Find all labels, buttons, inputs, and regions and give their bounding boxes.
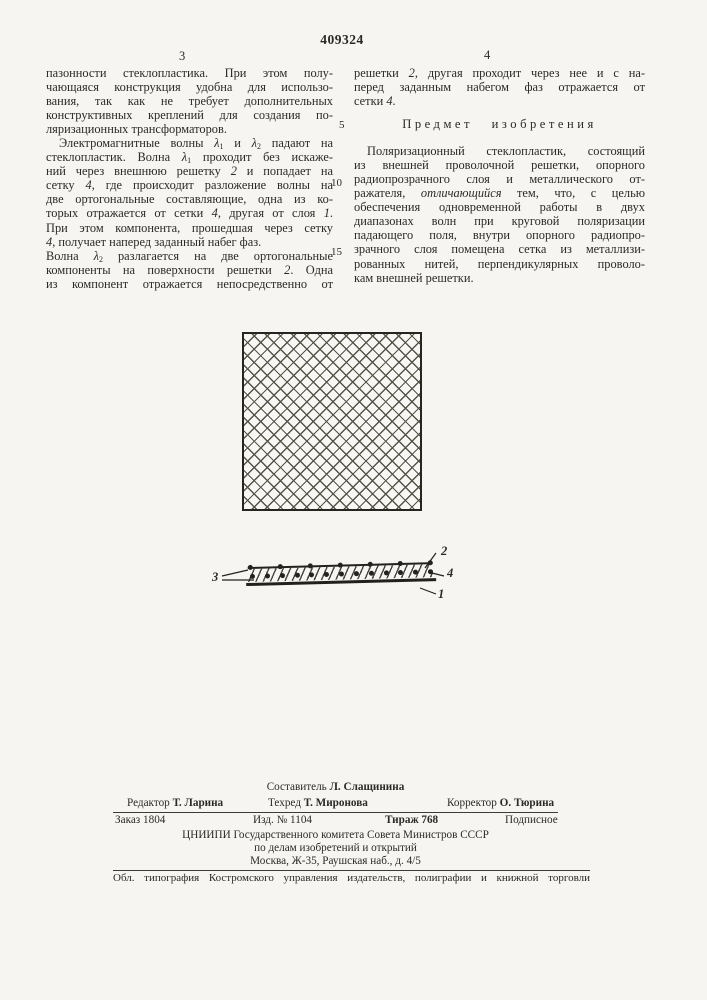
text-line: кам внешней решетки. [354, 270, 474, 285]
leader-from-wires-upper [222, 570, 248, 576]
text-line: ляризационных трансформаторов. [46, 122, 227, 137]
margin-line-number-15: 15 [331, 246, 342, 258]
text-line: компоненты на поверхности решетки 2. Одна [46, 262, 333, 277]
text-line: падающего поля, внутри опорного радиопро- [354, 228, 645, 243]
text-line: ний через внешнюю решетку 2 и попадает на [46, 164, 333, 179]
text-line: ражателя, отличающийся тем, что, с целью [354, 186, 645, 201]
text-line: из компонент отражается непосредственно от [46, 276, 333, 291]
publisher-line-1: ЦНИИПИ Государственного комитета Совета Министров СССР [182, 829, 489, 841]
publisher-line-2: по делам изобретений и открытий [254, 841, 417, 854]
figure-crosshatch-panel [242, 332, 422, 511]
figure-leader-lines [205, 540, 455, 600]
order-number: Заказ 1804 [115, 814, 166, 826]
figure-label-outer-grid: 2 [441, 544, 448, 558]
right-column-paragraph-1 [354, 66, 645, 108]
imprint-divider-top [113, 812, 558, 813]
text-line: зрачного слоя помещена сетка из металлизи- [354, 242, 645, 257]
text-line: рованных нитей, перпендикулярных проволо- [354, 256, 645, 271]
page-number-right: 4 [484, 48, 491, 62]
publisher-block [113, 829, 558, 867]
text-line: стеклопластик. Волна $\lambda_1$ проходит без искаже- [46, 150, 333, 165]
imprint-block [113, 781, 590, 885]
edition-number: Изд. № 1104 [253, 814, 313, 826]
techred-credit: Техред Т. Миронова [268, 797, 368, 809]
leader-to-inner-mesh [432, 573, 444, 576]
editor-credit: Редактор Т. Ларина [127, 797, 224, 809]
text-line: 4, получает наперед заданный набег фаз. [46, 234, 262, 249]
text-line: диапазонах волн при круговой поляризации [354, 214, 645, 229]
leader-to-reflector [420, 588, 436, 594]
order-row [113, 814, 558, 827]
figure-label-reflector: 1 [438, 587, 445, 601]
margin-line-number-5: 5 [339, 119, 345, 131]
text-line: решетки 2, другая проходит через нее и с на- [354, 66, 645, 80]
figure-label-inner-mesh: 4 [447, 566, 454, 580]
text-line: чающаяся конструкция удобна для использо- [46, 80, 333, 95]
leader-to-outer-grid [425, 553, 436, 568]
text-line: Волна $\lambda_2$ разлагается на две ортогональные [46, 248, 333, 263]
page-number-left: 3 [179, 49, 186, 63]
editors-row [113, 797, 558, 810]
text-line: Поляризационный стеклопластик, состоящий [367, 144, 645, 159]
text-line: При этом компонента, прошедшая через сетку [46, 220, 333, 235]
text-line: торых отражается от сетки 4, другая от слоя 1. [46, 206, 333, 221]
text-line: перед заданным набегом фаз отражается от [354, 80, 645, 95]
patent-number: 409324 [320, 32, 364, 47]
text-line: пазонности стеклопластика. При этом полу- [46, 66, 333, 80]
margin-line-number-10: 10 [331, 177, 342, 189]
text-line: вания, так как не требует дополнительных [46, 94, 333, 109]
section-heading: Предмет изобретения [402, 117, 597, 132]
corrector-credit: Корректор О. Тюрина [447, 797, 555, 809]
imprint-credits [113, 781, 558, 867]
text-line: радиопрозрачного слоя и металлического от- [354, 172, 645, 187]
left-column-text [46, 66, 333, 291]
print-run: Тираж 768 [385, 814, 439, 826]
right-column-paragraph-2 [354, 144, 645, 284]
subscription-note: Подписное [505, 814, 558, 826]
figure-label-wires: 3 [212, 570, 219, 584]
imprint-divider-bottom [113, 870, 590, 871]
text-line: обеспечения одновременной работы в двух [354, 200, 645, 215]
text-line: конструктивных креплений для создания по- [46, 108, 333, 123]
text-line: сетки 4. [354, 94, 396, 109]
right-column [354, 66, 645, 285]
text-line: Электромагнитные волны $\lambda_1$ и $\lambda_2$ падают на [59, 136, 333, 151]
text-line: сетку 4, где происходит разложение волны на [46, 178, 333, 193]
text-line: из внешней проволочной решетки, опорного [354, 158, 645, 173]
text-line: две ортогональные составляющие, одна из ко- [46, 192, 333, 207]
publisher-line-3: Москва, Ж-35, Раушская наб., д. 4/5 [250, 854, 421, 867]
compiler-line: Составитель Л. Слащинина [266, 781, 405, 793]
printer-line: Обл. типография Костромского управления издательств, полиграфии и книжной торговли [113, 872, 590, 885]
